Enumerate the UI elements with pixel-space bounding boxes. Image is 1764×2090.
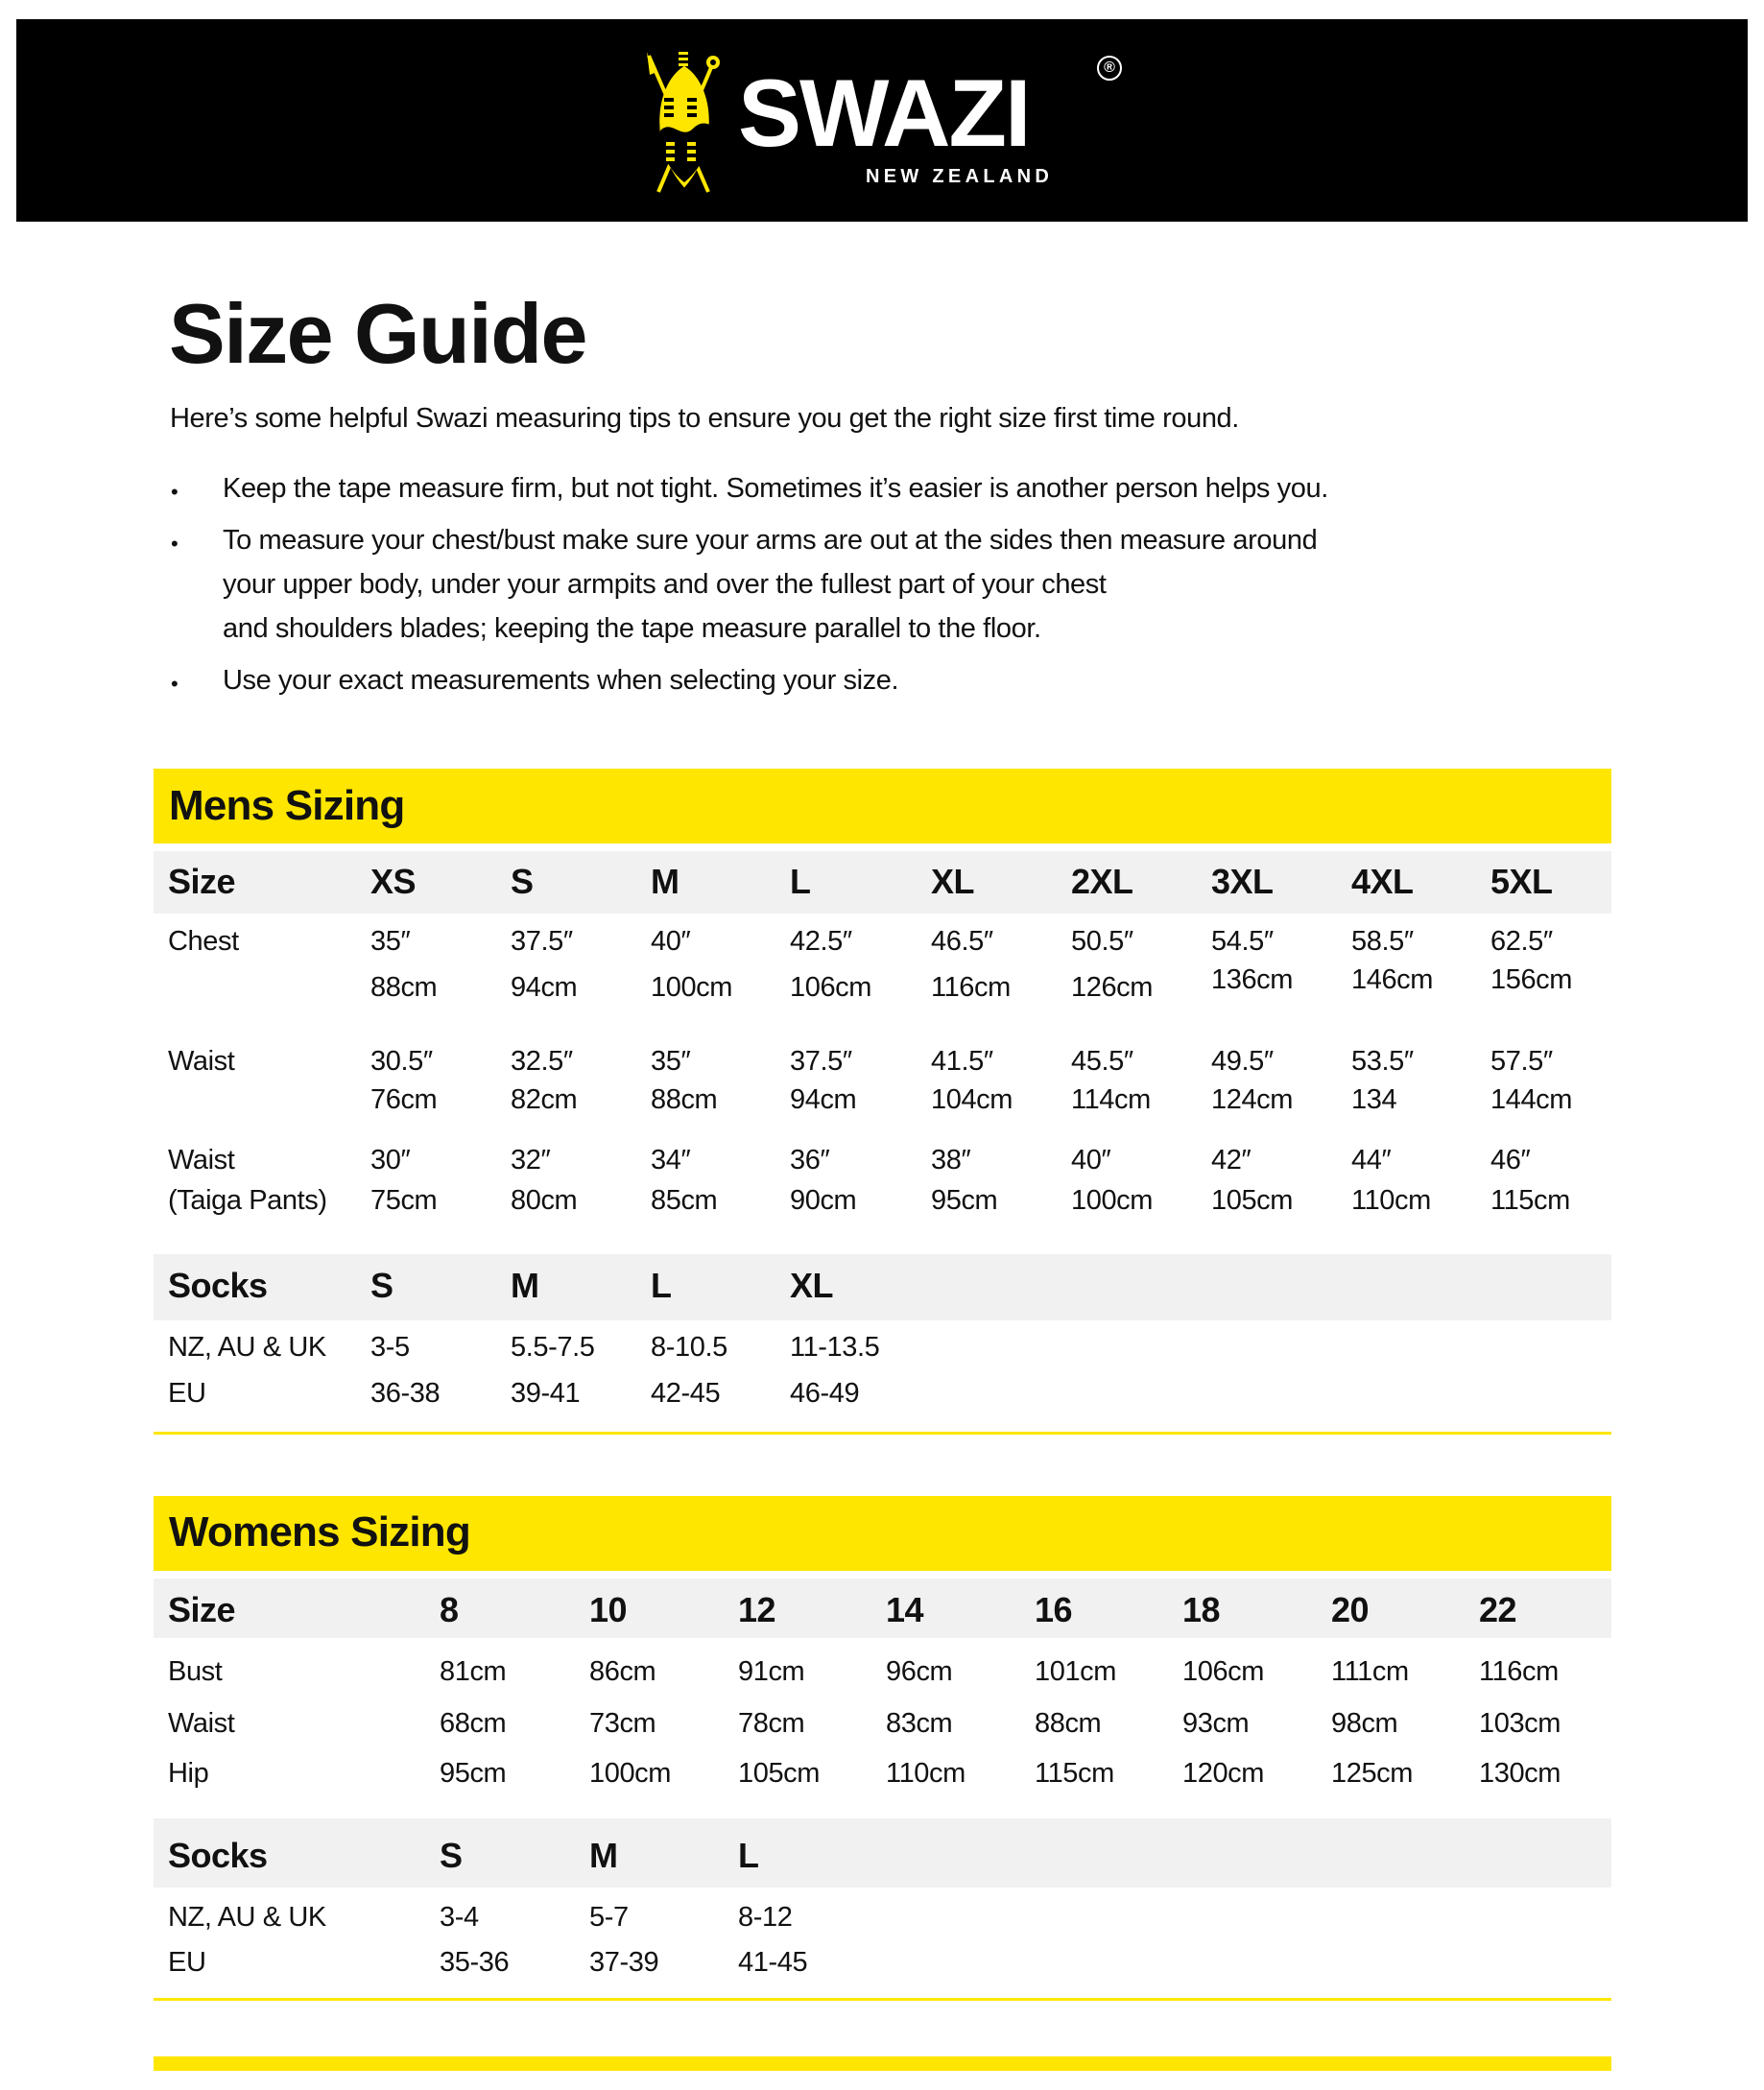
cm-cell: 110cm xyxy=(1351,1185,1431,1216)
cm-cell: 105cm xyxy=(738,1758,821,1789)
inches-cell: 30″ xyxy=(370,1145,411,1176)
socks-column-label: Socks xyxy=(168,1266,268,1305)
inches-cell: 38″ xyxy=(931,1145,971,1176)
cm-cell: 98cm xyxy=(1331,1708,1398,1739)
cm-cell: 82cm xyxy=(511,1084,578,1115)
cm-cell: 76cm xyxy=(370,1084,438,1115)
cm-cell: 100cm xyxy=(651,972,733,1003)
cm-cell: 111cm xyxy=(1331,1656,1409,1687)
socks-cell: 11-13.5 xyxy=(790,1332,880,1363)
socks-size-header: S xyxy=(370,1266,393,1305)
row-label: EU xyxy=(168,1378,206,1409)
tip-1-line-1: Keep the tape measure firm, but not tight. Sometimes it’s easier is another person helps you. xyxy=(223,473,1328,504)
size-column-header: 5XL xyxy=(1490,862,1553,901)
cm-cell: 144cm xyxy=(1490,1084,1573,1115)
brand-tagline: NEW ZEALAND xyxy=(866,166,1054,187)
bullet-dot: • xyxy=(171,672,179,696)
socks-cell: 37-39 xyxy=(589,1947,659,1978)
registered-mark: ® xyxy=(1097,56,1122,81)
cm-cell: 124cm xyxy=(1211,1084,1294,1115)
shield-spears-icon xyxy=(645,52,724,196)
cm-cell: 116cm xyxy=(1479,1656,1559,1687)
size-column-header: 22 xyxy=(1479,1590,1517,1629)
tip-2-line-1: To measure your chest/bust make sure your arms are out at the sides then measure around xyxy=(223,525,1318,556)
cm-cell: 75cm xyxy=(370,1185,438,1216)
cm-cell: 88cm xyxy=(370,972,438,1003)
size-column-header: L xyxy=(790,862,811,901)
cm-cell: 91cm xyxy=(738,1656,805,1687)
cm-cell: 101cm xyxy=(1035,1656,1117,1687)
size-column-header: XL xyxy=(931,862,975,901)
inches-cell: 42.5″ xyxy=(790,926,852,957)
cm-cell: 134 xyxy=(1351,1084,1397,1115)
inches-cell: 62.5″ xyxy=(1490,926,1553,957)
socks-cell: 3-4 xyxy=(440,1902,479,1933)
size-column-header: XS xyxy=(370,862,417,901)
row-label: Hip xyxy=(168,1758,209,1789)
socks-size-header: XL xyxy=(790,1266,834,1305)
cm-cell: 125cm xyxy=(1331,1758,1414,1789)
inches-cell: 46″ xyxy=(1490,1145,1531,1176)
size-column-header: 18 xyxy=(1182,1590,1221,1629)
cm-cell: 68cm xyxy=(440,1708,507,1739)
inches-cell: 57.5″ xyxy=(1490,1046,1553,1077)
cm-cell: 88cm xyxy=(651,1084,718,1115)
cm-cell: 81cm xyxy=(440,1656,507,1687)
inches-cell: 42″ xyxy=(1211,1145,1251,1176)
section-divider xyxy=(154,1998,1611,2001)
inches-cell: 54.5″ xyxy=(1211,926,1274,957)
tip-2-line-3: and shoulders blades; keeping the tape measure parallel to the floor. xyxy=(223,613,1041,644)
cm-cell: 100cm xyxy=(1071,1185,1154,1216)
cm-cell: 130cm xyxy=(1479,1758,1561,1789)
cm-cell: 114cm xyxy=(1071,1084,1151,1115)
cm-cell: 85cm xyxy=(651,1185,718,1216)
socks-cell: 5-7 xyxy=(589,1902,629,1933)
size-column-label: Size xyxy=(168,862,236,901)
size-column-header: 20 xyxy=(1331,1590,1370,1629)
socks-cell: 39-41 xyxy=(511,1378,581,1409)
socks-size-header: L xyxy=(651,1266,672,1305)
inches-cell: 32.5″ xyxy=(511,1046,573,1077)
cm-cell: 106cm xyxy=(1182,1656,1265,1687)
cm-cell: 110cm xyxy=(886,1758,965,1789)
socks-size-header: M xyxy=(589,1836,618,1875)
cm-cell: 95cm xyxy=(931,1185,998,1216)
row-label: NZ, AU & UK xyxy=(168,1902,326,1933)
cm-cell: 95cm xyxy=(440,1758,507,1789)
socks-cell: 5.5-7.5 xyxy=(511,1332,595,1363)
size-column-header: 14 xyxy=(886,1590,924,1629)
tip-2-line-2: your upper body, under your armpits and over the fullest part of your chest xyxy=(223,569,1107,600)
inches-cell: 41.5″ xyxy=(931,1046,993,1077)
inches-cell: 40″ xyxy=(1071,1145,1111,1176)
size-column-header: 8 xyxy=(440,1590,459,1629)
cm-cell: 104cm xyxy=(931,1084,1013,1115)
tip-3-line-1: Use your exact measurements when selecting your size. xyxy=(223,665,899,696)
cm-cell: 86cm xyxy=(589,1656,656,1687)
cm-cell: 106cm xyxy=(790,972,872,1003)
size-column-label: Size xyxy=(168,1590,236,1629)
womens-socks-header-row xyxy=(154,1818,1611,1888)
intro-text: Here’s some helpful Swazi measuring tips to ensure you get the right size first time round. xyxy=(170,403,1239,434)
cm-cell: 94cm xyxy=(790,1084,857,1115)
row-label: Chest xyxy=(168,926,239,957)
cm-cell: 73cm xyxy=(589,1708,656,1739)
size-column-header: M xyxy=(651,862,679,901)
socks-size-header: L xyxy=(738,1836,759,1875)
inches-cell: 53.5″ xyxy=(1351,1046,1414,1077)
size-column-header: 4XL xyxy=(1351,862,1414,901)
brand-logo-text: SWAZI xyxy=(738,59,1030,166)
womens-section-title: Womens Sizing xyxy=(169,1508,470,1556)
cm-cell: 88cm xyxy=(1035,1708,1102,1739)
row-label: Waist xyxy=(168,1145,235,1176)
socks-column-label: Socks xyxy=(168,1836,268,1875)
socks-cell: 3-5 xyxy=(370,1332,410,1363)
row-label: Waist xyxy=(168,1046,235,1077)
row-label: NZ, AU & UK xyxy=(168,1332,326,1363)
inches-cell: 45.5″ xyxy=(1071,1046,1133,1077)
socks-cell: 8-12 xyxy=(738,1902,793,1933)
inches-cell: 34″ xyxy=(651,1145,691,1176)
inches-cell: 35″ xyxy=(651,1046,691,1077)
inches-cell: 37.5″ xyxy=(790,1046,852,1077)
socks-size-header: S xyxy=(440,1836,463,1875)
cm-cell: 103cm xyxy=(1479,1708,1561,1739)
row-label: Waist xyxy=(168,1708,235,1739)
cm-cell: 120cm xyxy=(1182,1758,1265,1789)
size-column-header: 16 xyxy=(1035,1590,1073,1629)
cm-cell: 115cm xyxy=(1490,1185,1570,1216)
cm-cell: 116cm xyxy=(931,972,1011,1003)
bullet-dot: • xyxy=(171,532,179,556)
inches-cell: 36″ xyxy=(790,1145,830,1176)
cm-cell: 115cm xyxy=(1035,1758,1114,1789)
row-label: EU xyxy=(168,1947,206,1978)
size-column-header: 12 xyxy=(738,1590,776,1629)
cm-cell: 126cm xyxy=(1071,972,1154,1003)
socks-cell: 36-38 xyxy=(370,1378,441,1409)
cm-cell: 146cm xyxy=(1351,964,1434,995)
row-label: Bust xyxy=(168,1656,223,1687)
cm-cell: 78cm xyxy=(738,1708,805,1739)
section-divider xyxy=(154,1432,1611,1435)
cm-cell: 90cm xyxy=(790,1185,857,1216)
socks-cell: 42-45 xyxy=(651,1378,721,1409)
footer-band xyxy=(154,2056,1611,2071)
socks-size-header: M xyxy=(511,1266,539,1305)
inches-cell: 46.5″ xyxy=(931,926,993,957)
bullet-dot: • xyxy=(171,480,179,504)
inches-cell: 49.5″ xyxy=(1211,1046,1274,1077)
size-column-header: 2XL xyxy=(1071,862,1133,901)
socks-cell: 35-36 xyxy=(440,1947,510,1978)
inches-cell: 58.5″ xyxy=(1351,926,1414,957)
cm-cell: 94cm xyxy=(511,972,578,1003)
row-label: (Taiga Pants) xyxy=(168,1185,327,1216)
cm-cell: 136cm xyxy=(1211,964,1294,995)
socks-cell: 8-10.5 xyxy=(651,1332,727,1363)
size-column-header: 3XL xyxy=(1211,862,1274,901)
cm-cell: 156cm xyxy=(1490,964,1573,995)
cm-cell: 96cm xyxy=(886,1656,953,1687)
inches-cell: 50.5″ xyxy=(1071,926,1133,957)
inches-cell: 35″ xyxy=(370,926,411,957)
socks-cell: 41-45 xyxy=(738,1947,808,1978)
cm-cell: 100cm xyxy=(589,1758,672,1789)
inches-cell: 37.5″ xyxy=(511,926,573,957)
inches-cell: 44″ xyxy=(1351,1145,1392,1176)
inches-cell: 32″ xyxy=(511,1145,551,1176)
inches-cell: 40″ xyxy=(651,926,691,957)
inches-cell: 30.5″ xyxy=(370,1046,433,1077)
cm-cell: 80cm xyxy=(511,1185,578,1216)
cm-cell: 93cm xyxy=(1182,1708,1250,1739)
page-title: Size Guide xyxy=(169,286,586,381)
cm-cell: 83cm xyxy=(886,1708,953,1739)
size-column-header: 10 xyxy=(589,1590,628,1629)
cm-cell: 105cm xyxy=(1211,1185,1294,1216)
womens-size-header-row xyxy=(154,1579,1611,1638)
mens-section-title: Mens Sizing xyxy=(169,782,405,829)
size-column-header: S xyxy=(511,862,534,901)
socks-cell: 46-49 xyxy=(790,1378,860,1409)
